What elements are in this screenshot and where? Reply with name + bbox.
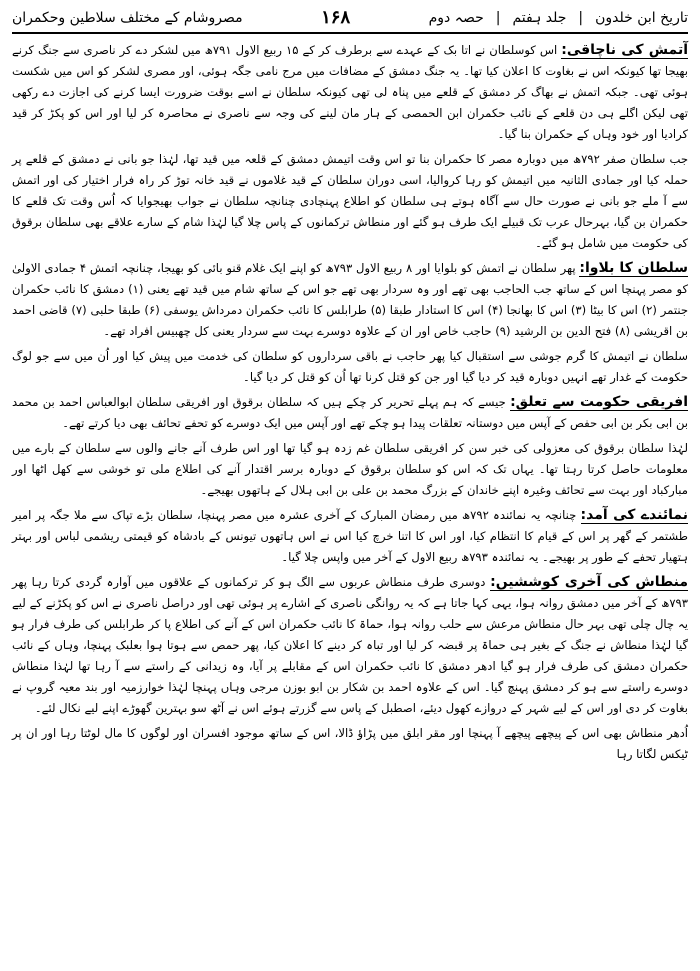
paragraph-text: دوسری طرف منطاش عربوں سے الگ ہو کر ترکمانوں کے علاقوں میں آوارہ گردی کرتا رہا پھر ۷۹۳ھ کے آخر میں دمشق روانہ ہوا، یہی کہا جاتا ہے کہ یہ روانگی ناصری کے اشارے پر ہوئی تھی اور دراصل ناصری نے اس کو پکڑنے کے لیے یہ چال چلی تھی بہر حال منطاش مرعش سے حلب روانہ ہوا، حماۃ کا نائب حکمران اس کے آنے کی اطلاع پا کر طرابلس کی طرف فرار ہو گیا لہٰذا منطاش نے جنگ کے بغیر ہی حماۃ پر قبضہ کر لیا اور تباہ کر دینے کا اعلان کیا، پھر حمص سے ہوتا ہوا بعلبک پہنچا، وہاں کے نائب حکمران دمشق کی طرف فرار ہو گیا ادھر دمشق کا نائب حکمران اس کے مقابلے پر آیا، وہ زیدانی کے راستے سے آ رہا تھا لہٰذا منطاش دوسرے راستے سے ہو کر دمشق پہنچ گیا۔ اس کے علاوہ احمد بن شکار بن ابو بوزن مرجی وہاں پہنچا لہٰذا خوارزمیہ اور بند معیہ گروپ نے بغاوت کر دی اور اس کے لیے شہر کے دروازے کھول دیئے، اصطبل کے پاس سے گزرتے ہوئے اس نے آٹھ سو بہترین گھوڑے اپنے لیے نکال لئے۔ [12, 575, 688, 715]
paragraph [12, 438, 688, 501]
chapter-title: مصروشام کے مختلف سلاطین وحکمران [12, 10, 243, 26]
paragraph [12, 723, 688, 765]
paragraph-text: لہٰذا سلطان برقوق کی معزولی کی خبر سن کر افریقی سلطان غم زدہ ہو گیا تھا اور اس طرف آنے جانے والوں سے سلطان کے بارے میں معلومات حاصل کرتا رہتا تھا۔ یہاں تک کہ اس کو سلطان برقوق کے دوبارہ برسر اقتدار آنے کی اطلاع ملی تو خوشی سے کھل اٹھا اور مبارکباد اور بہت سے تحائف وغیرہ اپنے خاندان کے بزرگ محمد بن علی بن ابی ہلال کے ہاتھوں بھیجے۔ [12, 441, 688, 497]
section-heading: منطاش کی آخری کوششیں: [490, 574, 689, 590]
section-heading: نمائندے کی آمد: [580, 507, 689, 523]
header-separator: | [578, 10, 584, 26]
paragraph [12, 505, 688, 568]
paragraph-text: پھر سلطان نے اتمش کو بلوایا اور ۸ ربیع الاول ۷۹۳ھ کو اپنے ایک غلام قنو بائی کو بھیجا، چنانچہ اتمش ۴ جمادی الاولیٰ کو مصر پہنچا اس کے ساتھ جب الحاجب بھی تھے اور وہ سردار بھی تھے جو اس کے ساتھ شام میں قید تھے یعنی (۱) دمشق کا نائب حکمران جنتمر (۲) اس کا بیٹا (۳) اس کا بھانجا (۴) اس کا استادار طبقا (۵) طرابلس کا نائب حکمران دمرداش یوسفی (۶) طبقا حلبی (۷) قاضی احمد بن اقریشی (۸) فتح الدین بن الرشید (۹) حاجب خاص اور ان کے علاوہ دوسرے بہت سے سردار یعنی کل چھبیس افراد تھے۔ [12, 261, 688, 338]
part-label: حصہ دوم [428, 10, 484, 26]
paragraph-text: اُدھر منطاش بھی اس کے پیچھے پیچھے آ پہنچا اور مقر ابلق میں پڑاؤ ڈالا، اس کے ساتھ موجود افسران اور لوگوں کا مال لوٹتا رہا اور ان پر ٹیکس لگاتا رہا [12, 726, 688, 761]
paragraph-text: چنانچہ یہ نمائندہ ۷۹۲ھ میں رمضان المبارک کے آخری عشرہ میں مصر پہنچا، سلطان بڑے تپاک سے ملا جگہ پر امیر طشتمر کے گھر پر اس کے قیام کا انتظام کیا، اور اس کا اتنا خرچ کیا اس نے اس ہاتھوں تیونس کے بادشاہ کو قیمتی ریشمی لباس اور بہتر ہتھیار تحفے کے طور پر بھیجے۔ یہ نمائندہ ۷۹۳ھ ربیع الاول کے آخر میں واپس چلا گیا۔ [12, 508, 688, 564]
section-heading: سلطان کا بلاوا: [579, 260, 689, 276]
volume-label: جلد ہفتم [512, 10, 567, 26]
paragraph-text: جیسے کہ ہم پہلے تحریر کر چکے ہیں کہ سلطان برقوق اور افریقی سلطان ابوالعباس احمد بن محمد بن ابی بکر بن ابی حفص کے آپس میں دوستانہ تعلقات پیدا ہو چکے تھے اور آپس میں ایک دوسرے کو تحفے تحائف بھی دیا کرتے تھے۔ [12, 395, 688, 430]
paragraph [12, 346, 688, 388]
paragraph [12, 149, 688, 254]
paragraph-text: اس کوسلطان نے اتا بک کے عہدے سے برطرف کر کے ۱۵ ربیع الاول ۷۹۱ھ میں لشکر دے کر ناصری سے جنگ کرنے بھیجا تھا کیونکہ اس نے بغاوت کا اعلان کیا تھا۔ یہ جنگ دمشق کے مضافات میں مرج نامی جگہ ہوئی، اور مصری لشکر کو اس میں شکست ہوئی تھی۔ جبکہ اتمش نے بھاگ کر دمشق کے قلعے میں پناہ لی تھی کیونکہ سلطان نے اسے بوقت ضرورت ایسا کرنے کی اجازت دے رکھی تھی لیکن اگلے ہی دن قلعے کے نائب حکمران ابن الحمصی کے ہار مان لینے کی وجہ سے ناصری نے محاصرہ کر لیا اور اس کو پکڑ کر قید کرادیا اور خود وہاں کے حکمران بنا گیا۔ [12, 43, 688, 141]
page-number: ۱۶۸ [321, 7, 351, 28]
paragraph-text: سلطان نے اتیمش کا گرم جوشی سے استقبال کیا پھر حاجب نے باقی سرداروں کو سلطان کی خدمت میں پیش کیا اور اُن میں سے جو لوگ حکومت کے غدار تھے انہیں دوبارہ قید کر دیا گیا اور جن کو قتل کرنا تھا اُن کو قتل کر دیا گیا۔ [12, 349, 688, 384]
paragraph [12, 572, 688, 719]
page-body [12, 34, 688, 765]
page-header [12, 4, 688, 34]
paragraph [12, 392, 688, 434]
paragraph-text: جب سلطان صفر ۷۹۲ھ میں دوبارہ مصر کا حکمران بنا تو اس وقت اتیمش دمشق کے قلعہ میں قید تھا، لہٰذا جو بانی نے دمشق کے قلعے پر حملہ کیا اور جمادی الثانیہ میں اتیمش کو رہا کروالیا، اسی دوران سلطان کے قید غلاموں نے قید خانہ توڑ کر راہ فرار اختیار کی اور اتمش سے آ ملے جو بانی نے صورت حال سے آگاہ ہوتے ہی سلطان کو اطلاع پہنچادی چنانچہ سلطان نے جواب بھیجوایا کہ اُس وقت تک قلعے کا حکمران بن گیا، بہرحال عرب تک قبیلے ایک طرف ہو گئے اور منطاش ترکمانوں کے پاس چلا گیا لہٰذا شام کے سارے علاقے بھی سلطان برقوق کی حکومت میں شامل ہو گئے۔ [12, 152, 688, 250]
header-separator: | [495, 10, 501, 26]
paragraph [12, 258, 688, 342]
header-right-group [429, 4, 688, 32]
section-heading: افریقی حکومت سے تعلق: [510, 394, 689, 410]
book-title: تاریخ ابن خلدون [595, 10, 688, 26]
paragraph [12, 40, 688, 145]
section-heading: آتمش کی ناچاقی: [561, 42, 688, 58]
